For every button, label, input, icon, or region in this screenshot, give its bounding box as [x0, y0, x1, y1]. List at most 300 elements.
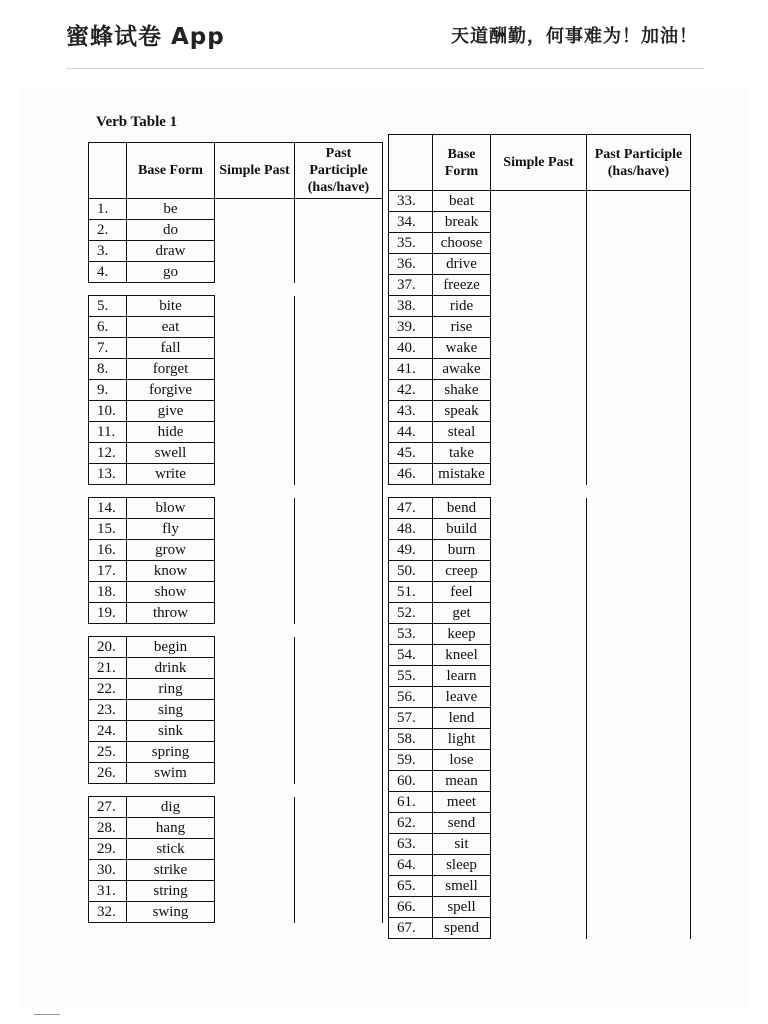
verb-number: 52.: [389, 603, 433, 624]
base-form-cell: spend: [433, 918, 491, 939]
base-form-cell: meet: [433, 792, 491, 813]
past-participle-blank[interactable]: [587, 233, 691, 254]
base-form-cell: speak: [433, 401, 491, 422]
simple-past-blank[interactable]: [491, 708, 587, 729]
past-participle-blank[interactable]: [587, 582, 691, 603]
simple-past-blank[interactable]: [215, 338, 295, 359]
verb-row: [389, 296, 691, 317]
simple-past-blank[interactable]: [491, 317, 587, 338]
past-participle-blank[interactable]: [295, 658, 383, 679]
verb-number: 39.: [389, 317, 433, 338]
verb-row: [89, 380, 383, 401]
verb-table-left: [88, 142, 383, 923]
group-separator: [89, 784, 383, 797]
base-form-cell: spell: [433, 897, 491, 918]
verb-row: [89, 797, 383, 818]
verb-row: [389, 212, 691, 233]
past-participle-blank[interactable]: [587, 729, 691, 750]
simple-past-blank[interactable]: [215, 763, 295, 784]
past-participle-blank[interactable]: [587, 918, 691, 939]
past-participle-blank[interactable]: [295, 464, 383, 485]
base-form-cell: stick: [127, 839, 215, 860]
simple-past-blank[interactable]: [215, 199, 295, 220]
past-participle-header: Past Participle (has/have): [587, 135, 691, 191]
verb-row: [89, 818, 383, 839]
past-participle-blank[interactable]: [295, 902, 383, 923]
past-participle-blank[interactable]: [587, 191, 691, 212]
simple-past-blank[interactable]: [215, 443, 295, 464]
past-participle-blank[interactable]: [587, 771, 691, 792]
verb-number: 28.: [89, 818, 127, 839]
number-header: [389, 135, 433, 191]
group-separator: [89, 485, 383, 498]
verb-number: 55.: [389, 666, 433, 687]
verb-row: [89, 262, 383, 283]
past-participle-blank[interactable]: [295, 443, 383, 464]
verb-row: [89, 637, 383, 658]
verb-row: [89, 603, 383, 624]
simple-past-blank[interactable]: [491, 338, 587, 359]
base-form-cell: lose: [433, 750, 491, 771]
past-participle-blank[interactable]: [587, 750, 691, 771]
verb-row: [389, 708, 691, 729]
simple-past-blank[interactable]: [491, 603, 587, 624]
simple-past-blank[interactable]: [215, 262, 295, 283]
header-divider: [66, 68, 704, 69]
past-participle-blank[interactable]: [295, 422, 383, 443]
verb-number: 37.: [389, 275, 433, 296]
verb-row: [389, 338, 691, 359]
verb-number: 10.: [89, 401, 127, 422]
simple-past-blank[interactable]: [215, 860, 295, 881]
simple-past-blank[interactable]: [215, 317, 295, 338]
verb-row: [389, 540, 691, 561]
past-participle-blank[interactable]: [587, 275, 691, 296]
simple-past-blank[interactable]: [491, 561, 587, 582]
separator-cell: [215, 624, 295, 637]
base-form-cell: drive: [433, 254, 491, 275]
simple-past-blank[interactable]: [215, 902, 295, 923]
separator-cell: [295, 485, 383, 498]
base-form-cell: hang: [127, 818, 215, 839]
verb-number: 65.: [389, 876, 433, 897]
simple-past-blank[interactable]: [491, 191, 587, 212]
verb-row: [89, 220, 383, 241]
verb-row: [389, 876, 691, 897]
verb-number: 9.: [89, 380, 127, 401]
past-participle-blank[interactable]: [587, 708, 691, 729]
base-form-cell: mean: [433, 771, 491, 792]
simple-past-blank[interactable]: [491, 813, 587, 834]
verb-number: 63.: [389, 834, 433, 855]
simple-past-blank[interactable]: [215, 380, 295, 401]
past-participle-blank[interactable]: [587, 855, 691, 876]
past-participle-blank[interactable]: [587, 296, 691, 317]
simple-past-blank[interactable]: [491, 834, 587, 855]
simple-past-blank[interactable]: [491, 918, 587, 939]
base-form-cell: lend: [433, 708, 491, 729]
verb-row: [389, 897, 691, 918]
separator-cell: [215, 283, 295, 296]
past-participle-blank[interactable]: [295, 797, 383, 818]
simple-past-blank[interactable]: [491, 254, 587, 275]
past-participle-blank[interactable]: [587, 338, 691, 359]
verb-row: [389, 561, 691, 582]
verb-row: [89, 721, 383, 742]
past-participle-blank[interactable]: [587, 666, 691, 687]
simple-past-blank[interactable]: [491, 233, 587, 254]
past-participle-blank[interactable]: [587, 212, 691, 233]
simple-past-blank[interactable]: [215, 401, 295, 422]
base-form-cell: eat: [127, 317, 215, 338]
simple-past-blank[interactable]: [491, 422, 587, 443]
base-form-cell: bite: [127, 296, 215, 317]
simple-past-blank[interactable]: [215, 296, 295, 317]
separator-cell: [491, 485, 587, 498]
simple-past-blank[interactable]: [491, 897, 587, 918]
simple-past-blank[interactable]: [215, 464, 295, 485]
past-participle-blank[interactable]: [295, 603, 383, 624]
past-participle-blank[interactable]: [587, 519, 691, 540]
simple-past-blank[interactable]: [215, 241, 295, 262]
verb-number: 13.: [89, 464, 127, 485]
past-participle-blank[interactable]: [295, 359, 383, 380]
verb-row: [389, 191, 691, 212]
past-participle-blank[interactable]: [587, 897, 691, 918]
past-participle-blank[interactable]: [587, 645, 691, 666]
past-participle-blank[interactable]: [295, 721, 383, 742]
past-participle-blank[interactable]: [587, 401, 691, 422]
base-form-cell: begin: [127, 637, 215, 658]
verb-row: [389, 275, 691, 296]
past-participle-blank[interactable]: [587, 317, 691, 338]
simple-past-blank[interactable]: [491, 275, 587, 296]
past-participle-blank[interactable]: [295, 860, 383, 881]
verb-row: [389, 687, 691, 708]
past-participle-blank[interactable]: [295, 582, 383, 603]
verb-number: 64.: [389, 855, 433, 876]
simple-past-blank[interactable]: [215, 540, 295, 561]
simple-past-blank[interactable]: [491, 540, 587, 561]
verb-number: 31.: [89, 881, 127, 902]
verb-number: 2.: [89, 220, 127, 241]
simple-past-blank[interactable]: [215, 637, 295, 658]
verb-row: [89, 296, 383, 317]
base-form-cell: do: [127, 220, 215, 241]
separator-cell: [433, 485, 491, 498]
verb-row: [389, 645, 691, 666]
simple-past-blank[interactable]: [215, 797, 295, 818]
base-form-cell: get: [433, 603, 491, 624]
past-participle-blank[interactable]: [587, 498, 691, 519]
simple-past-blank[interactable]: [491, 855, 587, 876]
verb-row: [389, 443, 691, 464]
base-form-cell: strike: [127, 860, 215, 881]
past-participle-blank[interactable]: [295, 519, 383, 540]
verb-row: [89, 561, 383, 582]
simple-past-blank[interactable]: [491, 498, 587, 519]
past-participle-blank[interactable]: [295, 338, 383, 359]
verb-row: [389, 422, 691, 443]
separator-cell: [389, 485, 433, 498]
verb-row: [389, 233, 691, 254]
past-participle-blank[interactable]: [295, 498, 383, 519]
verb-number: 14.: [89, 498, 127, 519]
past-participle-blank[interactable]: [587, 540, 691, 561]
verb-number: 6.: [89, 317, 127, 338]
base-form-header: Base Form: [127, 143, 215, 199]
verb-row: [89, 359, 383, 380]
past-participle-blank[interactable]: [295, 679, 383, 700]
verb-number: 51.: [389, 582, 433, 603]
past-participle-blank[interactable]: [295, 742, 383, 763]
simple-past-blank[interactable]: [491, 687, 587, 708]
base-form-cell: awake: [433, 359, 491, 380]
simple-past-blank[interactable]: [491, 645, 587, 666]
simple-past-blank[interactable]: [491, 380, 587, 401]
verb-row: [389, 254, 691, 275]
simple-past-blank[interactable]: [491, 519, 587, 540]
simple-past-blank[interactable]: [491, 212, 587, 233]
verb-number: 12.: [89, 443, 127, 464]
past-participle-blank[interactable]: [587, 687, 691, 708]
verb-number: 43.: [389, 401, 433, 422]
verb-row: [89, 839, 383, 860]
simple-past-blank[interactable]: [491, 729, 587, 750]
group-separator: [89, 624, 383, 637]
base-form-cell: keep: [433, 624, 491, 645]
separator-cell: [127, 283, 215, 296]
simple-past-blank[interactable]: [215, 742, 295, 763]
past-participle-blank[interactable]: [295, 241, 383, 262]
verb-row: [389, 603, 691, 624]
verb-row: [89, 860, 383, 881]
base-form-cell: kneel: [433, 645, 491, 666]
verb-row: [89, 679, 383, 700]
simple-past-blank[interactable]: [215, 658, 295, 679]
simple-past-blank[interactable]: [491, 771, 587, 792]
past-participle-blank[interactable]: [587, 561, 691, 582]
verb-number: 19.: [89, 603, 127, 624]
past-participle-blank[interactable]: [295, 561, 383, 582]
base-form-cell: string: [127, 881, 215, 902]
simple-past-blank[interactable]: [491, 296, 587, 317]
simple-past-blank[interactable]: [215, 839, 295, 860]
verb-row: [89, 317, 383, 338]
verb-number: 60.: [389, 771, 433, 792]
verb-row: [389, 855, 691, 876]
verb-row: [389, 359, 691, 380]
base-form-cell: break: [433, 212, 491, 233]
simple-past-header: Simple Past: [215, 143, 295, 199]
verb-row: [389, 582, 691, 603]
verb-row: [89, 199, 383, 220]
verb-number: 17.: [89, 561, 127, 582]
past-participle-blank[interactable]: [587, 254, 691, 275]
past-participle-blank[interactable]: [295, 637, 383, 658]
verb-row: [389, 317, 691, 338]
verb-number: 20.: [89, 637, 127, 658]
past-participle-blank[interactable]: [587, 624, 691, 645]
simple-past-blank[interactable]: [491, 359, 587, 380]
base-form-cell: forgive: [127, 380, 215, 401]
base-form-cell: write: [127, 464, 215, 485]
group-separator: [89, 283, 383, 296]
verb-row: [89, 401, 383, 422]
base-form-cell: sing: [127, 700, 215, 721]
past-participle-blank[interactable]: [587, 834, 691, 855]
base-form-cell: know: [127, 561, 215, 582]
past-participle-blank[interactable]: [587, 422, 691, 443]
separator-cell: [127, 624, 215, 637]
simple-past-blank[interactable]: [491, 792, 587, 813]
verb-row: [89, 582, 383, 603]
base-form-cell: wake: [433, 338, 491, 359]
verb-number: 58.: [389, 729, 433, 750]
simple-past-blank[interactable]: [215, 561, 295, 582]
base-form-cell: choose: [433, 233, 491, 254]
base-form-cell: send: [433, 813, 491, 834]
verb-row: [389, 813, 691, 834]
separator-cell: [295, 283, 383, 296]
base-form-cell: dig: [127, 797, 215, 818]
base-form-cell: swell: [127, 443, 215, 464]
verb-number: 36.: [389, 254, 433, 275]
separator-cell: [89, 784, 127, 797]
past-participle-blank[interactable]: [295, 763, 383, 784]
past-participle-blank[interactable]: [295, 296, 383, 317]
simple-past-blank[interactable]: [215, 498, 295, 519]
verb-number: 15.: [89, 519, 127, 540]
simple-past-blank[interactable]: [215, 422, 295, 443]
past-participle-blank[interactable]: [587, 359, 691, 380]
base-form-cell: sit: [433, 834, 491, 855]
verb-row: [89, 498, 383, 519]
base-form-cell: build: [433, 519, 491, 540]
simple-past-blank[interactable]: [215, 818, 295, 839]
simple-past-blank[interactable]: [215, 881, 295, 902]
verb-row: [89, 763, 383, 784]
number-header: [89, 143, 127, 199]
past-participle-blank[interactable]: [587, 380, 691, 401]
past-participle-blank[interactable]: [587, 464, 691, 485]
past-participle-blank[interactable]: [587, 792, 691, 813]
base-form-cell: hide: [127, 422, 215, 443]
separator-cell: [127, 784, 215, 797]
simple-past-blank[interactable]: [215, 700, 295, 721]
verb-number: 30.: [89, 860, 127, 881]
past-participle-blank[interactable]: [295, 839, 383, 860]
verb-number: 50.: [389, 561, 433, 582]
verb-number: 44.: [389, 422, 433, 443]
verb-row: [389, 792, 691, 813]
verb-row: [89, 443, 383, 464]
simple-past-blank[interactable]: [215, 220, 295, 241]
past-participle-blank[interactable]: [587, 813, 691, 834]
past-participle-blank[interactable]: [295, 881, 383, 902]
past-participle-blank[interactable]: [295, 199, 383, 220]
separator-cell: [587, 485, 691, 498]
separator-cell: [89, 283, 127, 296]
base-form-cell: draw: [127, 241, 215, 262]
verb-number: 46.: [389, 464, 433, 485]
base-form-cell: ring: [127, 679, 215, 700]
verb-number: 8.: [89, 359, 127, 380]
base-form-cell: be: [127, 199, 215, 220]
base-form-cell: grow: [127, 540, 215, 561]
simple-past-blank[interactable]: [215, 519, 295, 540]
simple-past-blank[interactable]: [215, 359, 295, 380]
app-slogan: 天道酬勤，何事难为！加油！: [451, 26, 698, 47]
verb-row: [89, 881, 383, 902]
app-title: 蜜蜂试卷 App: [66, 24, 225, 50]
simple-past-blank[interactable]: [215, 582, 295, 603]
simple-past-blank[interactable]: [491, 401, 587, 422]
base-form-cell: spring: [127, 742, 215, 763]
verb-row: [89, 519, 383, 540]
simple-past-blank[interactable]: [215, 603, 295, 624]
app-header: [0, 0, 768, 70]
past-participle-blank[interactable]: [295, 380, 383, 401]
base-form-cell: forget: [127, 359, 215, 380]
verb-number: 34.: [389, 212, 433, 233]
verb-row: [389, 834, 691, 855]
base-form-cell: take: [433, 443, 491, 464]
simple-past-blank[interactable]: [491, 876, 587, 897]
past-participle-blank[interactable]: [295, 220, 383, 241]
group-separator: [389, 485, 691, 498]
simple-past-blank[interactable]: [491, 443, 587, 464]
verb-number: 33.: [389, 191, 433, 212]
base-form-cell: feel: [433, 582, 491, 603]
verb-number: 53.: [389, 624, 433, 645]
simple-past-blank[interactable]: [491, 750, 587, 771]
simple-past-blank[interactable]: [491, 464, 587, 485]
verb-row: [389, 401, 691, 422]
sheet-title: Verb Table 1: [96, 114, 178, 130]
simple-past-blank[interactable]: [215, 721, 295, 742]
verb-row: [89, 902, 383, 923]
past-participle-blank[interactable]: [587, 603, 691, 624]
past-participle-blank[interactable]: [295, 540, 383, 561]
base-form-cell: mistake: [433, 464, 491, 485]
base-form-cell: ride: [433, 296, 491, 317]
past-participle-blank[interactable]: [587, 876, 691, 897]
base-form-header: Base Form: [433, 135, 491, 191]
past-participle-blank[interactable]: [587, 443, 691, 464]
past-participle-blank[interactable]: [295, 700, 383, 721]
simple-past-blank[interactable]: [491, 582, 587, 603]
verb-row: [389, 666, 691, 687]
verb-row: [389, 918, 691, 939]
simple-past-blank[interactable]: [491, 666, 587, 687]
verb-row: [89, 241, 383, 262]
simple-past-header: Simple Past: [491, 135, 587, 191]
past-participle-blank[interactable]: [295, 818, 383, 839]
verb-row: [389, 771, 691, 792]
base-form-cell: sleep: [433, 855, 491, 876]
verb-number: 38.: [389, 296, 433, 317]
verb-number: 3.: [89, 241, 127, 262]
verb-number: 29.: [89, 839, 127, 860]
past-participle-blank[interactable]: [295, 262, 383, 283]
base-form-cell: creep: [433, 561, 491, 582]
base-form-cell: leave: [433, 687, 491, 708]
past-participle-blank[interactable]: [295, 317, 383, 338]
past-participle-blank[interactable]: [295, 401, 383, 422]
simple-past-blank[interactable]: [215, 679, 295, 700]
simple-past-blank[interactable]: [491, 624, 587, 645]
